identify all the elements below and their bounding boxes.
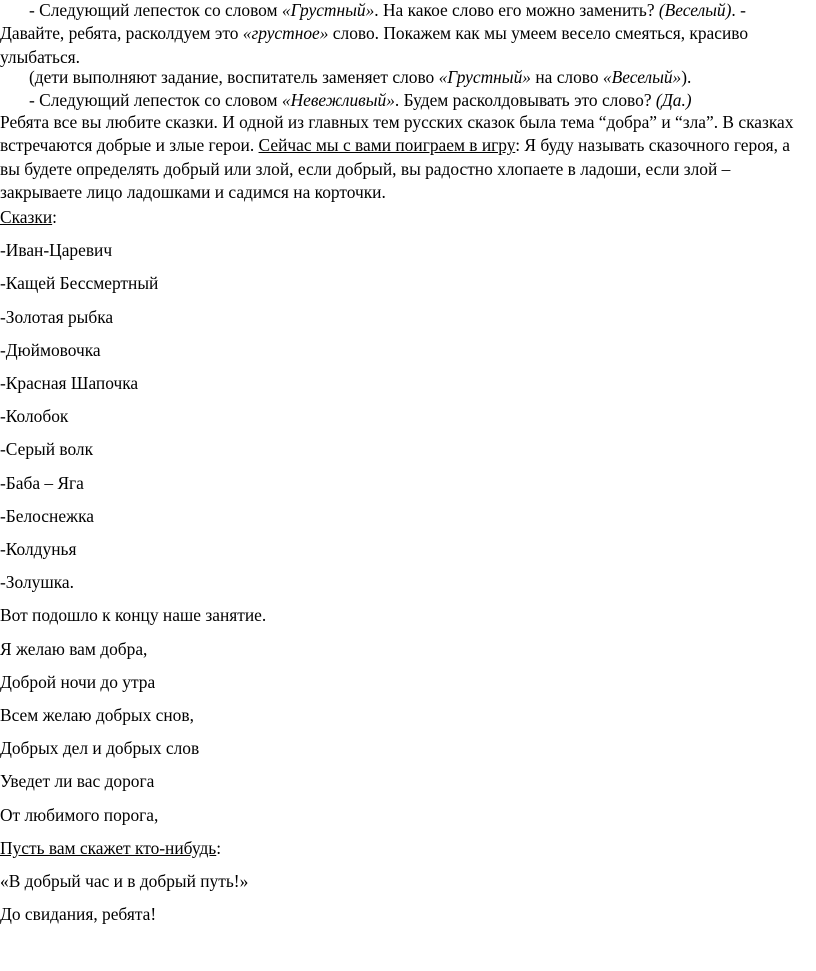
wish-line: Пусть вам скажет кто-нибудь: bbox=[0, 838, 222, 858]
closing-line: Я желаю вам добра, bbox=[0, 639, 148, 659]
closing-line: Доброй ночи до утра bbox=[0, 672, 156, 692]
tale-item: -Кащей Бессмертный bbox=[0, 273, 159, 293]
closing-line: Уведет ли вас дорога bbox=[0, 771, 155, 791]
tale-item: -Серый волк bbox=[0, 439, 94, 459]
tale-item: -Красная Шапочка bbox=[0, 373, 139, 393]
paragraph-impolite-petal: - Следующий лепесток со словом «Невежливый». Будем расколдовывать это слово? (Да.) bbox=[29, 90, 692, 110]
tale-item: -Иван-Царевич bbox=[0, 240, 113, 260]
farewell-line: До свидания, ребята! bbox=[0, 904, 157, 924]
closing-line: От любимого порога, bbox=[0, 805, 159, 825]
tale-item: -Колобок bbox=[0, 406, 69, 426]
tale-item: -Белоснежка bbox=[0, 506, 94, 526]
tale-item: -Золушка. bbox=[0, 572, 74, 592]
quote-line: «В добрый час и в добрый путь!» bbox=[0, 871, 249, 891]
tale-item: -Дюймовочка bbox=[0, 340, 101, 360]
paragraph-sad-petal: - Следующий лепесток со словом «Грустный». На какое слово его можно заменить? (Веселый). - Давайте, ребята, расколдуем это «грустное» слово. Покажем как мы умеем весело смеяться, красиво улыбаться. bbox=[0, 0, 749, 67]
closing-line: Добрых дел и добрых слов bbox=[0, 738, 200, 758]
tales-heading: Сказки: bbox=[0, 207, 57, 227]
tale-item: -Золотая рыбка bbox=[0, 307, 114, 327]
closing-line: Всем желаю добрых снов, bbox=[0, 705, 194, 725]
tale-item: -Баба – Яга bbox=[0, 473, 84, 493]
paragraph-children-task: (дети выполняют задание, воспитатель заменяет слово «Грустный» на слово «Веселый»). bbox=[29, 67, 692, 87]
tale-item: -Колдунья bbox=[0, 539, 77, 559]
paragraph-fairy-tales-game: Ребята все вы любите сказки. И одной из главных тем русских сказок была тема “добра” и “зла”. В сказках встречаются добрые и злые герои. Сейчас мы с вами поиграем в игру: Я буду называть сказочного героя, а вы будете определять добрый или злой, если добрый, вы радостно хлопаете в ладоши, если злой – закрываете лицо ладошками и садимся на корточки. bbox=[0, 112, 794, 202]
closing-line: Вот подошло к концу наше занятие. bbox=[0, 605, 267, 625]
